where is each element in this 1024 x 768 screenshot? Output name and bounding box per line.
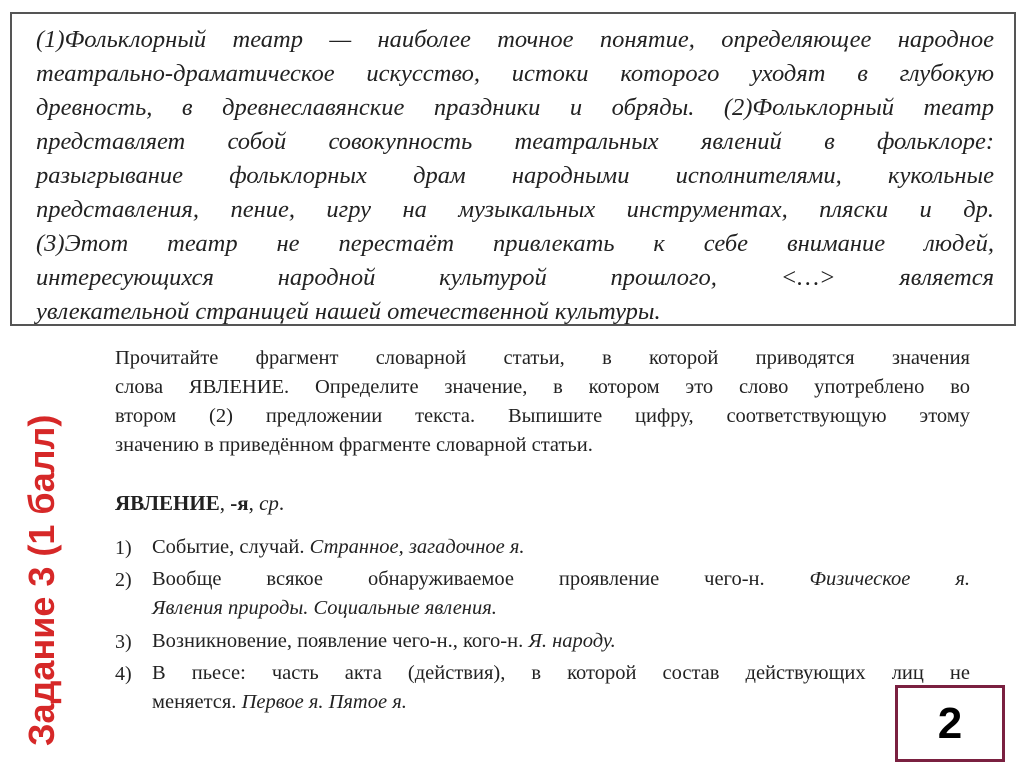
definition-example: Я. народу. [528,630,616,652]
answer-value: 2 [937,698,963,748]
answer-box [895,685,1005,762]
text-line: представляет собой совокупность театральных явлений в фольклоре: [36,128,994,155]
instruction-line: втором (2) предложении текста. Выпишите цифру, соответствующую этому [115,405,970,427]
dictionary-headword: ЯВЛЕНИЕ, -я, ср. [115,491,285,515]
instruction-line: значению в приведённом фрагменте словарной статьи. [115,434,593,456]
definition-example: Первое я. Пятое я. [241,691,407,713]
entry-definition [152,533,970,561]
definition-text: Возникновение, появление чего-н., кого-н. [152,630,529,652]
text-line: (3)Этот театр не перестаёт привлекать к себе внимание людей, [36,230,994,257]
entry-definition [152,594,970,622]
entry-number: 1) [115,537,132,559]
task-label: Задание 3 (1 балл) [21,414,62,746]
definition-example: Странное, загадочное я. [309,536,525,558]
entry-definition [152,627,970,655]
instruction-line: Прочитайте фрагмент словарной статьи, в которой приводятся значения [115,347,970,369]
definition-text: Вообще всякое обнаруживаемое проявление чего-н. [152,568,810,590]
text-line: интересующихся народной культурой прошлого, <…> является [36,264,994,291]
definition-example: Явления природы. Социальные явления. [152,597,497,619]
text-line: древность, в древнеславянские праздники и обряды. (2)Фольклорный театр [36,94,994,121]
entry-definition [152,565,970,593]
entry-definition [152,688,970,716]
entry-number: 3) [115,631,132,653]
text-line: театрально-драматическое искусство, истоки которого уходят в глубокую [36,60,994,87]
text-line: увлекательной страницей нашей отечественной культуры. [36,298,661,325]
entry-definition [152,659,970,687]
text-line: представления, пение, игру на музыкальных инструментах, пляски и др. [36,196,994,223]
text-line: (1)Фольклорный театр — наиболее точное понятие, определяющее народное [36,26,994,53]
headword-separator: , [219,491,231,515]
text-line: разыгрывание фольклорных драм народными исполнителями, кукольные [36,162,994,189]
headword-gender: ср [259,491,279,515]
definition-text: меняется. [152,691,242,713]
entry-number: 4) [115,663,132,685]
definition-text: В пьесе: часть акта (действия), в которой состав действующих лиц не [152,662,970,684]
headword-ending: -я [230,491,249,515]
headword: ЯВЛЕНИЕ [115,491,220,515]
headword-separator: , [248,491,260,515]
instruction-line: слова ЯВЛЕНИЕ. Определите значение, в котором это слово употреблено во [115,376,970,398]
text-fragment-box [10,12,1016,326]
entry-number: 2) [115,569,132,591]
definition-text: Событие, случай. [152,536,310,558]
definition-example: Физическое я. [809,568,970,590]
